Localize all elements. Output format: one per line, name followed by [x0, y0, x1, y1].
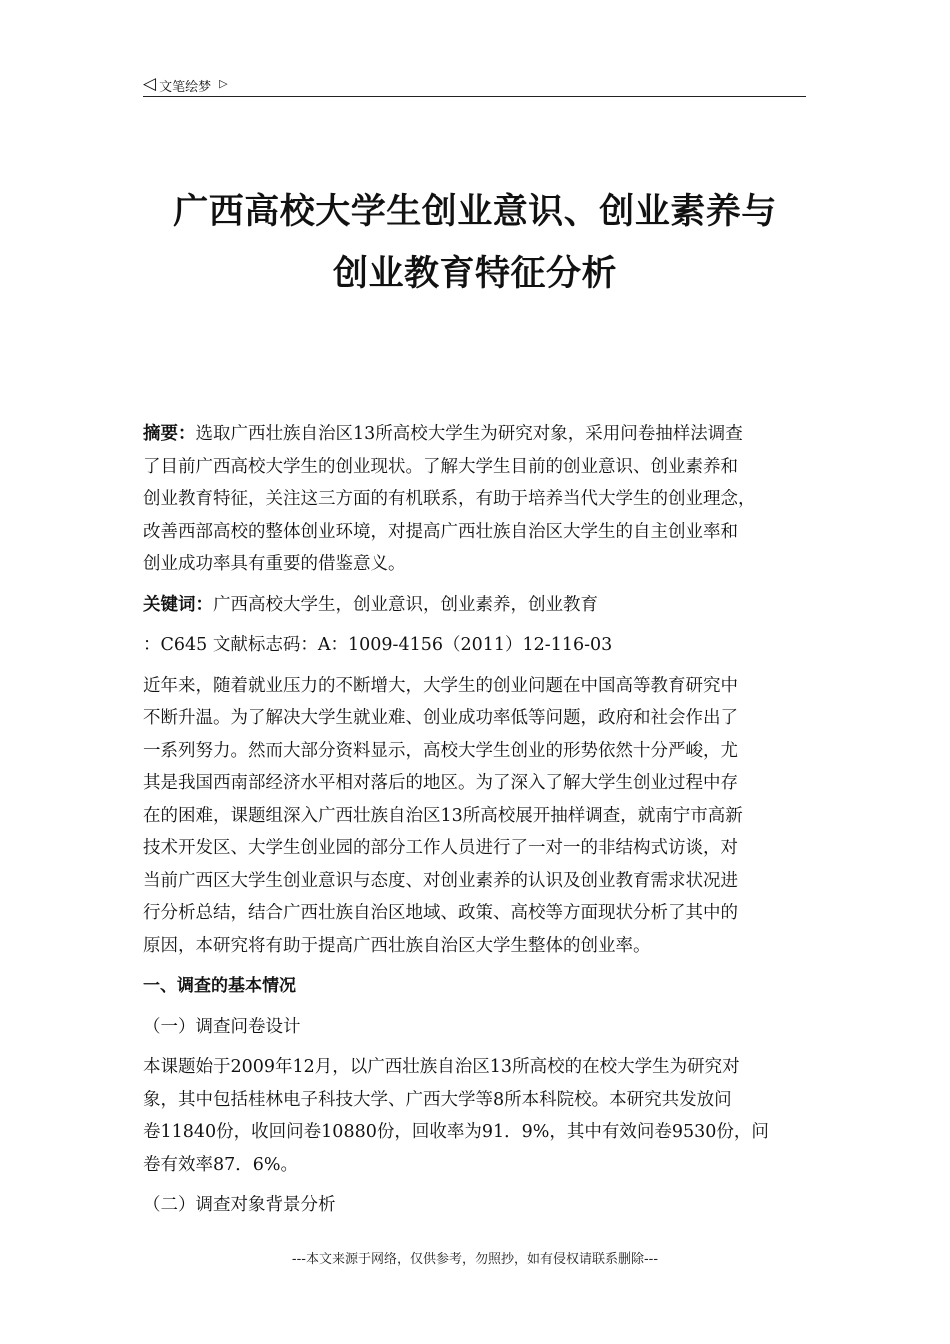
keywords [143, 589, 808, 622]
intro-line: 技术开发区、大学生创业园的部分工作人员进行了一对一的非结构式访谈，对 [143, 838, 738, 858]
survey-line: 卷11840份，收回问卷10880份，回收率为91．9%，其中有效问卷9530份，问 [143, 1122, 769, 1142]
subsection-heading-1: （一）调查问卷设计 [143, 1016, 301, 1037]
abstract-line: 摘要：选取广西壮族自治区13所高校大学生为研究对象，采用问卷抽样法调查 [143, 424, 743, 444]
paper-body [143, 418, 808, 1222]
subsection-heading-2: （二）调查对象背景分析 [143, 1195, 336, 1215]
classification-code: ：C645 文献标志码：A：1009-4156（2011）12-116-03 [143, 635, 613, 655]
survey-line: 本课题始于2009年12月，以广西壮族自治区13所高校的在校大学生为研究对 [143, 1057, 740, 1077]
intro-line: 不断升温。为了解决大学生就业难、创业成功率低等问题，政府和社会作出了 [143, 708, 738, 728]
survey-line: 卷有效率87．6%。 [143, 1154, 299, 1175]
abstract-line: 创业成功率具有重要的借鉴意义。 [143, 554, 406, 574]
intro-line: 近年来，随着就业压力的不断增大，大学生的创业问题在中国高等教育研究中 [143, 675, 738, 696]
intro-line: 原因，本研究将有助于提高广西壮族自治区大学生整体的创业率。 [143, 935, 651, 956]
abstract [143, 418, 808, 581]
survey-design-paragraph [143, 1051, 808, 1181]
header-brand: 文笔绘梦 [159, 79, 212, 95]
abstract-line: 创业教育特征，关注这三方面的有机联系，有助于培养当代大学生的创业理念， [143, 489, 756, 509]
intro-line: 其是我国西南部经济水平相对落后的地区。为了深入了解大学生创业过程中存 [143, 773, 738, 793]
keywords-label: 关键词： [143, 594, 213, 615]
intro-line: 在的困难，课题组深入广西壮族自治区13所高校展开抽样调查，就南宁市高新 [143, 805, 743, 826]
title-line-1: 广西高校大学生创业意识、创业素养与 [173, 192, 777, 232]
intro-line: 一系列努力。然而大部分资料显示，高校大学生创业的形势依然十分严峻，尤 [143, 740, 738, 761]
abstract-line: 改善西部高校的整体创业环境，对提高广西壮族自治区大学生的自主创业率和 [143, 521, 738, 542]
right-triangle-icon: ▷ [219, 77, 228, 90]
paper-title [100, 181, 850, 305]
section-heading-1: 一、调查的基本情况 [143, 976, 296, 996]
footer-disclaimer: ---本文来源于网络，仅供参考，勿照抄，如有侵权请联系删除--- [291, 1252, 659, 1267]
keywords-text: 广西高校大学生，创业意识，创业素养，创业教育 [213, 594, 598, 615]
survey-line: 象，其中包括桂林电子科技大学、广西大学等8所本科院校。本研究共发放问 [143, 1089, 732, 1110]
left-triangle-icon: ◁ [143, 73, 157, 94]
intro-line: 当前广西区大学生创业意识与态度、对创业素养的认识及创业教育需求状况进 [143, 870, 738, 891]
intro-line: 行分析总结，结合广西壮族自治区地域、政策、高校等方面现状分析了其中的 [143, 903, 738, 923]
title-line-2: 创业教育特征分析 [332, 254, 617, 294]
running-header [143, 74, 806, 97]
abstract-label: 摘要： [143, 424, 196, 444]
abstract-line: 了目前广西高校大学生的创业现状。了解大学生目前的创业意识、创业素养和 [143, 456, 738, 477]
intro-paragraph [143, 670, 808, 963]
